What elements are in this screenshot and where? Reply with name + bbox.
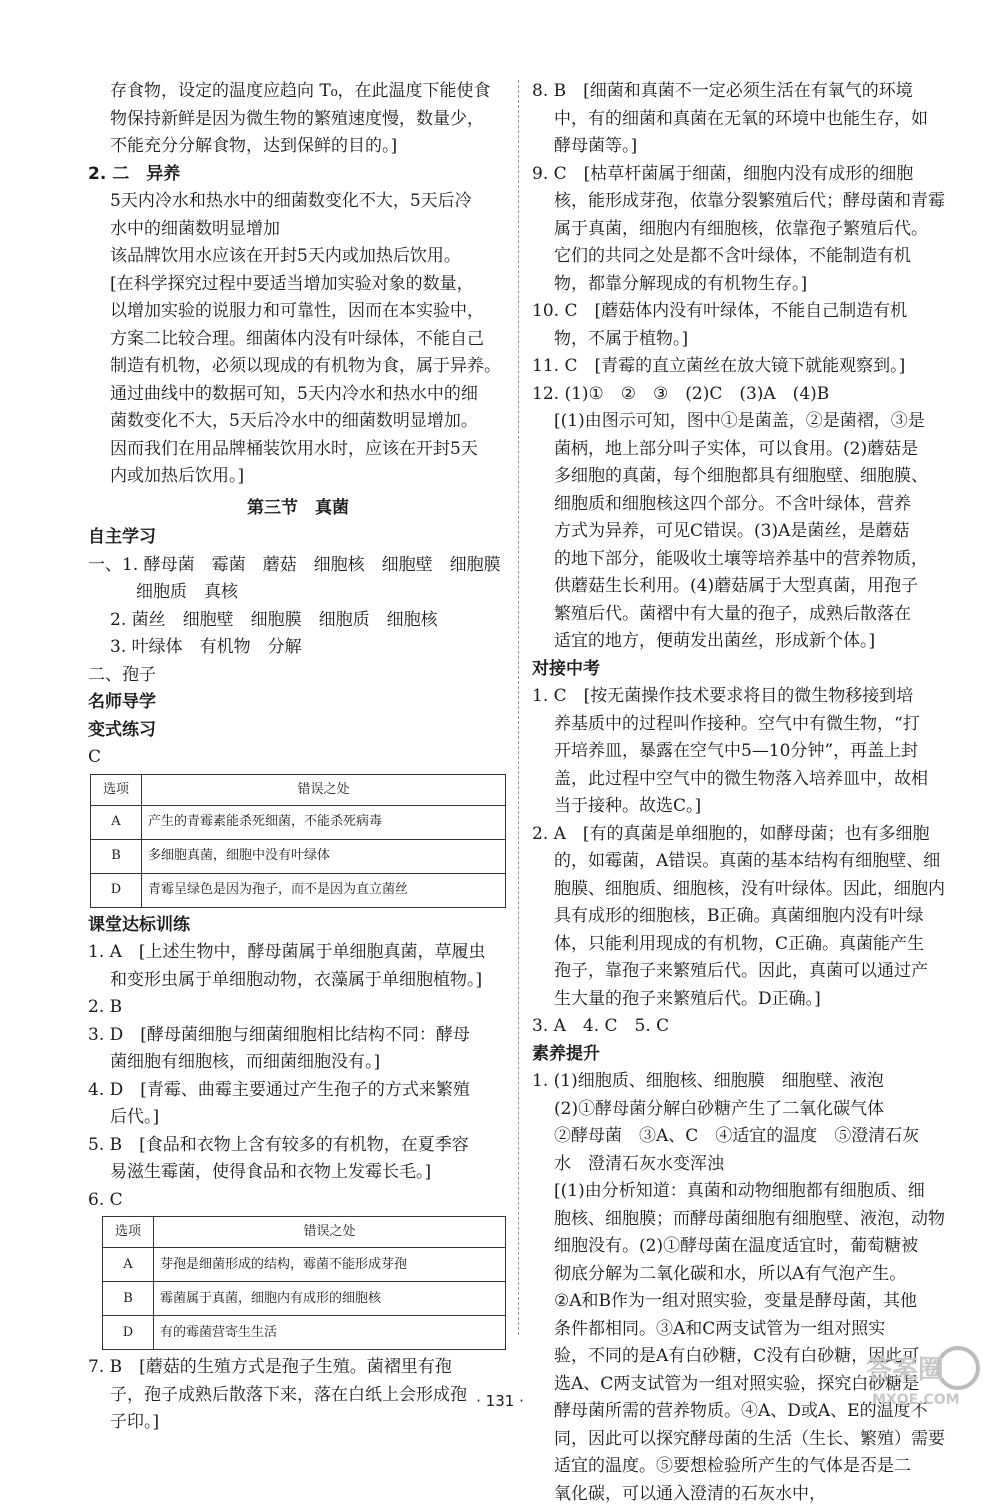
table-cell: 有的霉菌营寄生生活 [154,1316,506,1350]
table-cell: 芽孢是细菌形成的结构，霉菌不能形成芽孢 [154,1248,506,1282]
text-line: 生大量的孢子来繁殖后代。D正确。] [532,986,960,1014]
table-row [103,1282,506,1316]
table-cell: B [103,1282,154,1316]
text-line: 2. A [有的真菌是单细胞的，如酵母菌；也有多细胞 [532,821,960,849]
answer-2: 2. 二 异养 [88,161,508,189]
text-line: 3. D [酵母菌细胞与细菌细胞相比结构不同：酵母 [88,1022,508,1050]
text-line: 3. A 4. C 5. C [532,1013,960,1041]
text-line: 存食物，设定的温度应趋向 T₀，在此温度下能使食 [88,78,508,106]
text-line: 水中的细菌数明显增加 [88,216,508,244]
text-line: 繁殖后代。菌褶中有大量的孢子，成熟后散落在 [532,601,960,629]
heading-suyang: 素养提升 [532,1041,960,1069]
table-header: 错误之处 [154,1217,506,1248]
table-row [103,1316,506,1350]
table-header: 选项 [91,774,142,805]
table-header: 选项 [103,1217,154,1248]
text-line: 菌柄，地上部分叫子实体，可以食用。(2)蘑菇是 [532,436,960,464]
table-row [91,805,506,839]
text-line: 10. C [蘑菇体内没有叶绿体，不能自己制造有机 [532,298,960,326]
heading-zizhu: 自主学习 [88,524,508,552]
text-line: 条件都相同。③A和C两支试管为一组对照实 [532,1316,960,1344]
text-line: 酵母菌等。] [532,133,960,161]
text-line: 3. 叶绿体 有机物 分解 [88,634,508,662]
text-line: 和变形虫属于单细胞动物，衣藻属于单细胞植物。] [88,967,508,995]
text-line: 彻底分解为二氧化碳和水，所以A有气泡产生。 [532,1261,960,1289]
table-row [103,1248,506,1282]
text-line: 6. C [88,1187,508,1215]
table-cell: 多细胞真菌，细胞中没有叶绿体 [142,839,506,873]
text-line: ②酵母菌 ③A、C ④适宜的温度 ⑤澄清石灰 [532,1123,960,1151]
text-line: 8. B [细菌和真菌不一定必须生活在有氧气的环境 [532,78,960,106]
table-row [91,873,506,907]
text-line: 物，不属于植物。] [532,326,960,354]
text-line: 中，有的细菌和真菌在无氧的环境中也能生存，如 [532,106,960,134]
watermark-text: 答案圈 [866,1355,944,1385]
text-line: 适宜的地方，便萌发出菌丝，形成新个体。] [532,628,960,656]
heading-ketang: 课堂达标训练 [88,912,508,940]
text-line: 1. (1)细胞质、细胞核、细胞膜 细胞壁、液泡 [532,1068,960,1096]
table-cell: 青霉呈绿色是因为孢子，而不是因为直立菌丝 [142,873,506,907]
text-line: 具有成形的细胞核，B正确。真菌细胞内没有叶绿 [532,903,960,931]
column-divider [518,80,519,1335]
text-line: 1. C [按无菌操作技术要求将目的微生物移接到培 [532,683,960,711]
text-line: 内或加热后饮用。] [88,463,508,491]
text-line: 一、1. 酵母菌 霉菌 蘑菇 细胞核 细胞壁 细胞膜 [88,552,508,580]
text-line: 5. B [食品和衣物上含有较多的有机物，在夏季容 [88,1132,508,1160]
text-line: 子，孢子成熟后散落下来，落在白纸上会形成孢 [88,1382,508,1410]
text-line: 氧化碳，可以通入澄清的石灰水中， [532,1481,960,1508]
text-line: 9. C [枯草杆菌属于细菌，细胞内没有成形的细胞 [532,161,960,189]
error-table-1 [90,774,506,908]
text-line: 11. C [青霉的直立菌丝在放大镜下就能观察到。] [532,353,960,381]
text-line: 供蘑菇生长利用。(4)蘑菇属于大型真菌，用孢子 [532,573,960,601]
text-line: [(1)由分析知道：真菌和动物细胞都有细胞质、细 [532,1178,960,1206]
page-number: · 131 · [0,1392,1000,1410]
text-line: 方式为异养，可见C错误。(3)A是菌丝，是蘑菇 [532,518,960,546]
answer-text: C [88,744,508,772]
text-line: 当于接种。故选C。] [532,793,960,821]
text-line: 不能充分分解食物，达到保鲜的目的。] [88,133,508,161]
text-line: 适宜的温度。⑤要想检验所产生的气体是否是二 [532,1453,960,1481]
text-line: 物保持新鲜是因为微生物的繁殖速度慢，数量少， [88,106,508,134]
table-cell: A [103,1248,154,1282]
text-line: 1. A [上述生物中，酵母菌属于单细胞真菌，草履虫 [88,939,508,967]
text-line: 胞核、细胞膜；而酵母菌细胞有细胞壁、液泡，动物 [532,1206,960,1234]
text-line: 5天内冷水和热水中的细菌数变化不大，5天后冷 [88,188,508,216]
text-line: 方案二比较合理。细菌体内没有叶绿体，不能自己 [88,326,508,354]
table-cell: 产生的青霉素能杀死细菌，不能杀死病毒 [142,805,506,839]
text-line: 2. 菌丝 细胞壁 细胞膜 细胞质 细胞核 [88,607,508,635]
table-header: 错误之处 [142,774,506,805]
text-line: 胞膜、细胞质、细胞核，没有叶绿体。因此，细胞内 [532,876,960,904]
right-column [532,78,960,1508]
error-table-2 [102,1216,506,1350]
text-line: 选A、C两支试管为一组对照实验，探究白砂糖是 [532,1371,960,1399]
table-cell: B [91,839,142,873]
table-cell: D [91,873,142,907]
text-line: 二、孢子 [88,662,508,690]
text-line: 4. D [青霉、曲霉主要通过产生孢子的方式来繁殖 [88,1077,508,1105]
table-cell: 霉菌属于真菌，细胞内有成形的细胞核 [154,1282,506,1316]
text-line: 的，如霉菌，A错误。真菌的基本结构有细胞壁、细 [532,848,960,876]
heading-bianshi: 变式练习 [88,717,508,745]
heading-mingshi: 名师导学 [88,689,508,717]
text-line: 制造有机物，必须以现成的有机物为食，属于异养。 [88,353,508,381]
text-line: 通过曲线中的数据可知，5天内冷水和热水中的细 [88,381,508,409]
text-line: 孢子，靠孢子来繁殖后代。因此，真菌可以通过产 [532,958,960,986]
text-line: 细胞质和细胞核这四个部分。不含叶绿体，营养 [532,491,960,519]
table-header-row [103,1217,506,1248]
table-row [91,839,506,873]
watermark-logo [862,1338,982,1410]
text-line: 的地下部分，能吸收土壤等培养基中的营养物质， [532,546,960,574]
text-line: 开培养皿，暴露在空气中5—10分钟”，再盖上封 [532,738,960,766]
table-cell: A [91,805,142,839]
text-line: ②A和B作为一组对照实验，变量是酵母菌，其他 [532,1288,960,1316]
text-line: 验，不同的是A有白砂糖，C没有白砂糖，因此可 [532,1343,960,1371]
text-line: 12. (1)① ② ③ (2)C (3)A (4)B [532,381,960,409]
text-line: 体，只能利用现成的有机物，C正确。真菌能产生 [532,931,960,959]
heading-duijie: 对接中考 [532,656,960,684]
text-line: 属于真菌，细胞内有细胞核，依靠孢子繁殖后代。 [532,216,960,244]
text-line: 以增加实验的说服力和可靠性，因而在本实验中， [88,298,508,326]
text-line: [在科学探究过程中要适当增加实验对象的数量， [88,271,508,299]
text-line: 它们的共同之处是都不含叶绿体，不能制造有机 [532,243,960,271]
left-column [88,78,508,1437]
text-line: 子印。] [88,1409,508,1437]
text-line: 同，因此可以探究酵母菌的生活（生长、繁殖）需要 [532,1426,960,1454]
section-title: 第三节 真菌 [88,495,508,523]
watermark-sub: MXQE.COM [872,1392,960,1408]
text-line: 易滋生霉菌，使得食品和衣物上发霉长毛。] [88,1159,508,1187]
text-line: 该品牌饮用水应该在开封5天内或加热后饮用。 [88,243,508,271]
text-line: 核，能形成芽孢，依靠分裂繁殖后代；酵母菌和青霉 [532,188,960,216]
text-line: 因而我们在用品牌桶装饮用水时，应该在开封5天 [88,436,508,464]
text-line: 酵母菌所需的营养物质。④A、D或A、E的温度不 [532,1398,960,1426]
text-line: 菌细胞有细胞核，而细菌细胞没有。] [88,1049,508,1077]
text-line: 菌数变化不大，5天后冷水中的细菌数明显增加。 [88,408,508,436]
text-line: 后代。] [88,1104,508,1132]
text-line: 2. B [88,994,508,1022]
text-line: 细胞没有。(2)①酵母菌在温度适宜时，葡萄糖被 [532,1233,960,1261]
text-line: 水 澄清石灰水变浑浊 [532,1151,960,1179]
text-line: [(1)由图示可知，图中①是菌盖，②是菌褶，③是 [532,408,960,436]
text-line: 物，都靠分解现成的有机物生存。] [532,271,960,299]
text-line: 养基质中的过程叫作接种。空气中有微生物，“打 [532,711,960,739]
text-line: 多细胞的真菌，每个细胞都具有细胞壁、细胞膜、 [532,463,960,491]
table-cell: D [103,1316,154,1350]
text-line: 盖，此过程中空气中的微生物落入培养皿中，故相 [532,766,960,794]
text-line: (2)①酵母菌分解白砂糖产生了二氧化碳气体 [532,1096,960,1124]
table-header-row [91,774,506,805]
text-line: 细胞质 真核 [88,579,508,607]
text-line: 7. B [蘑菇的生殖方式是孢子生殖。菌褶里有孢 [88,1354,508,1382]
